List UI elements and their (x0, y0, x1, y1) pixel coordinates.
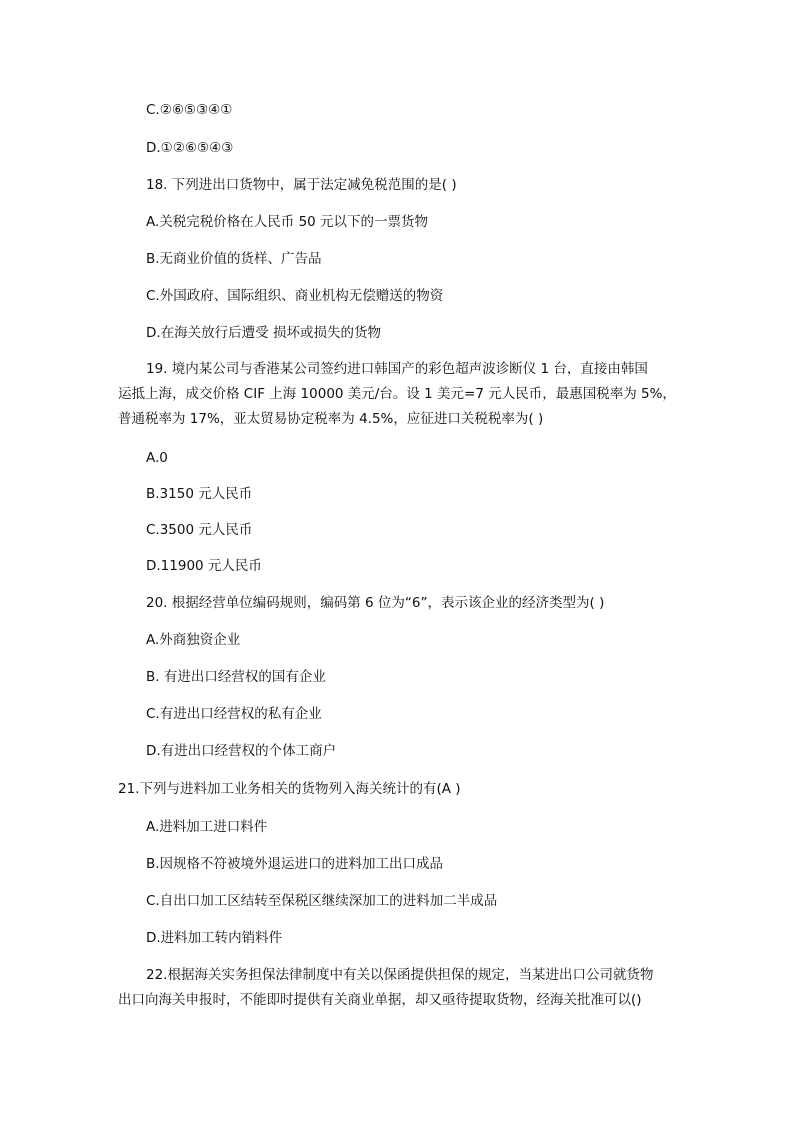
option-c-17: C.②⑥⑤③④① (146, 102, 233, 118)
option-a-20: A.外商独资企业 (146, 632, 241, 648)
option-d-21: D.进料加工转内销料件 (146, 930, 283, 946)
option-c-19: C.3500 元人民币 (146, 522, 253, 538)
option-b-18: B.无商业价值的货样、广告品 (146, 251, 322, 267)
question-19-line-3: 普通税率为 17%，亚太贸易协定税率为 4.5%，应征进口关税税率为( ) (118, 411, 544, 427)
option-c-18: C.外国政府、国际组织、商业机构无偿赠送的物资 (146, 288, 444, 304)
question-22-line-1: 22.根据海关实务担保法律制度中有关以保函提供担保的规定，当某进出口公司就货物 (146, 967, 654, 983)
option-c-20: C.有进出口经营权的私有企业 (146, 706, 322, 722)
question-21: 21.下列与进料加工业务相关的货物列入海关统计的有(A ) (118, 781, 461, 797)
question-18: 18. 下列进出口货物中，属于法定减免税范围的是( ) (146, 177, 457, 193)
option-b-20: B. 有进出口经营权的国有企业 (146, 669, 326, 685)
option-d-18: D.在海关放行后遭受 损坏或损失的货物 (146, 325, 381, 341)
option-d-19: D.11900 元人民币 (146, 558, 262, 574)
question-19-line-1: 19. 境内某公司与香港某公司签约进口韩国产的彩色超声波诊断仪 1 台，直接由韩国 (146, 361, 648, 377)
option-b-21: B.因规格不符被境外退运进口的进料加工出口成品 (146, 856, 444, 872)
question-19-line-2: 运抵上海，成交价格 CIF 上海 10000 美元/台。设 1 美元=7 元人民币，最惠国税率为 5%， (118, 386, 676, 402)
option-c-21: C.自出口加工区结转至保税区继续深加工的进料加二半成品 (146, 893, 498, 909)
question-22-line-2: 出口向海关申报时，不能即时提供有关商业单据，却又亟待提取货物，经海关批准可以() (118, 992, 642, 1008)
option-a-19: A.0 (146, 450, 168, 466)
option-d-20: D.有进出口经营权的个体工商户 (146, 743, 337, 759)
question-20: 20. 根据经营单位编码规则，编码第 6 位为“6”，表示该企业的经济类型为( ) (146, 595, 605, 611)
option-a-18: A.关税完税价格在人民币 50 元以下的一票货物 (146, 214, 429, 230)
option-a-21: A.进料加工进口料件 (146, 819, 268, 835)
option-b-19: B.3150 元人民币 (146, 486, 253, 502)
option-d-17: D.①②⑥⑤④③ (146, 140, 234, 156)
